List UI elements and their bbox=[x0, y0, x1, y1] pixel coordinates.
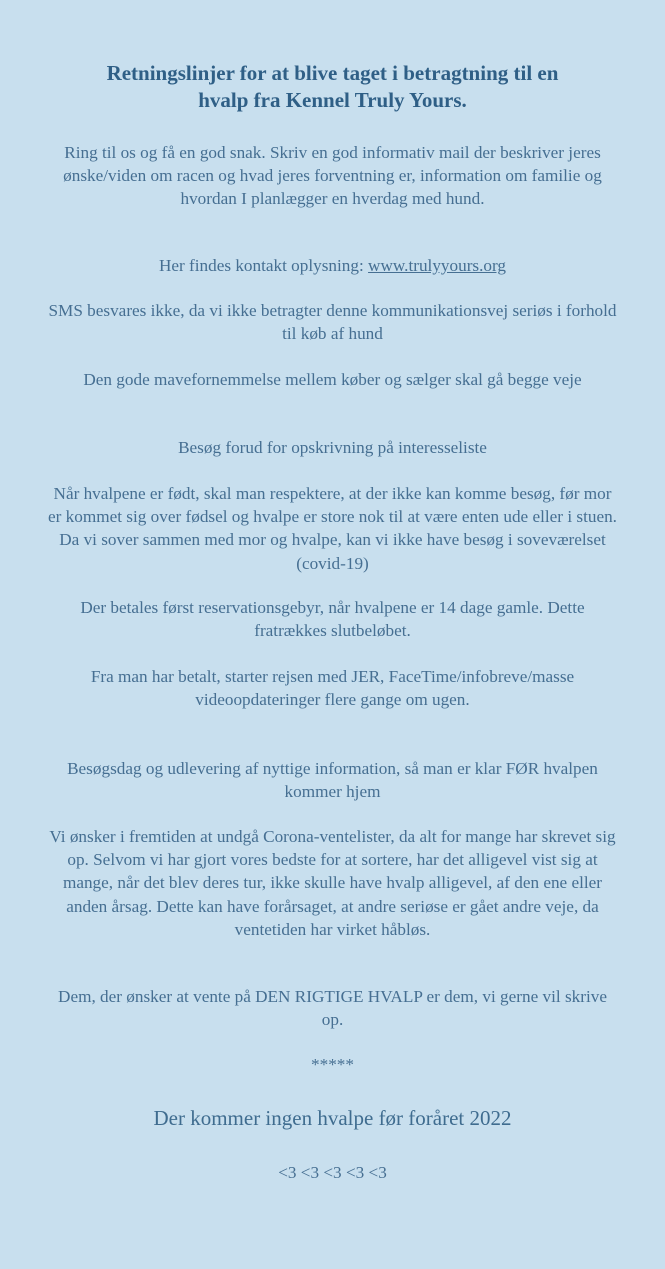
sms-paragraph: SMS besvares ikke, da vi ikke betragter denne kommunikationsvej seriøs i forhold til køb af hund bbox=[48, 301, 617, 344]
contact-label: Her findes kontakt oplysning: bbox=[158, 256, 369, 275]
title-line-1: Retningslinjer for at blive taget i betragtning til en bbox=[106, 61, 559, 85]
announcement: Der kommer ingen hvalpe før foråret 2022 bbox=[153, 1106, 512, 1130]
visit-paragraph: Besøg forud for opskrivning på interesseliste bbox=[178, 438, 487, 457]
page-title bbox=[40, 60, 625, 114]
website-link[interactable]: www.trulyyours.org bbox=[368, 256, 507, 275]
birth-paragraph: Når hvalpene er født, skal man respektere, at der ikke kan komme besøg, før mor er kommet sig over fødsel og hvalpe er store nok til at være enten ude eller i stuen. Da vi sover sammen med mor og hvalpe, kan vi ikke have besøg i soveværelset (covid-19) bbox=[48, 484, 617, 573]
reservation-paragraph: Der betales først reservationsgebyr, når hvalpene er 14 dage gamle. Dette fratrækkes slutbeløbet. bbox=[80, 598, 585, 641]
contact-paragraph bbox=[48, 254, 617, 277]
visit-day-paragraph: Besøgsdag og udlevering af nyttige information, så man er klar FØR hvalpen kommer hjem bbox=[67, 759, 598, 802]
title-line-2: hvalp fra Kennel Truly Yours. bbox=[198, 88, 467, 112]
corona-paragraph: Vi ønsker i fremtiden at undgå Corona-ventelister, da alt for mange har skrevet sig op. Selvom vi har gjort vores bedste for at sortere, har det alligevel vist sig at mange, når det blev deres tur, ikke skulle have hvalp alligevel, af den ene eller anden årsag. Dette kan have forårsaget, at andre seriøse er gået andre veje, da ventetiden har virket håbløs. bbox=[49, 827, 616, 939]
hearts-line: <3 <3 <3 <3 <3 bbox=[278, 1163, 387, 1182]
intro-paragraph: Ring til os og få en god snak. Skriv en god informativ mail der beskriver jeres ønske/viden om racen og hvad jeres forventning er, information om familie og hvordan I planlægger en hverdag med hund. bbox=[63, 143, 602, 209]
journey-paragraph: Fra man har betalt, starter rejsen med JER, FaceTime/infobreve/masse videoopdateringer flere gange om ugen. bbox=[90, 667, 575, 710]
stars-divider: ***** bbox=[311, 1055, 354, 1074]
gut-feeling-paragraph: Den gode mavefornemmelse mellem køber og sælger skal gå begge veje bbox=[83, 370, 582, 389]
right-puppy-paragraph: Dem, der ønsker at vente på DEN RIGTIGE HVALP er dem, vi gerne vil skrive op. bbox=[58, 987, 607, 1030]
